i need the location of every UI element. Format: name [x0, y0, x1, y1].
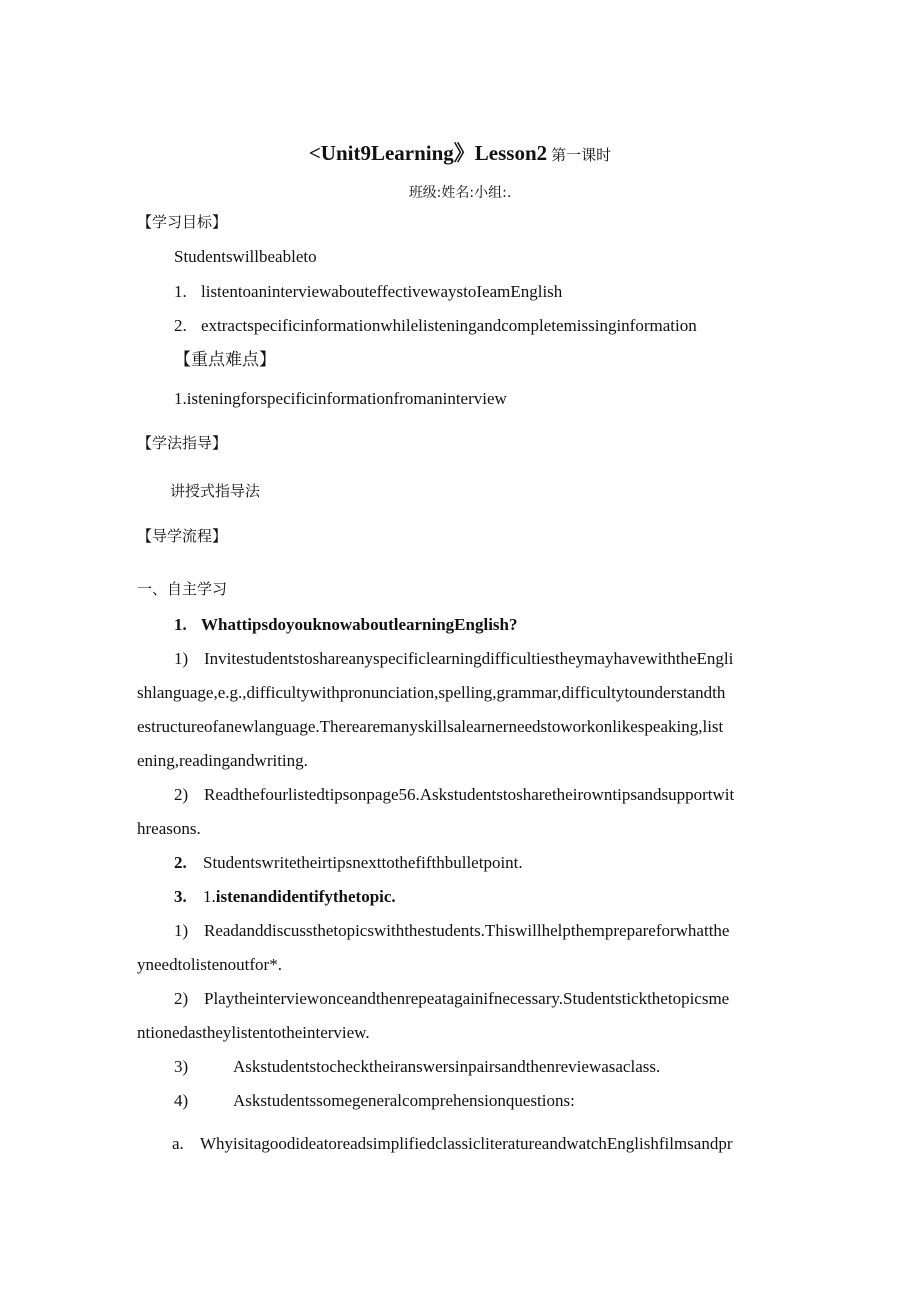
class-info: 班级:姓名:小组:.: [408, 185, 512, 201]
q1-step-1-line-1: [174, 649, 733, 669]
objective-2-text: extractspecificinformationwhilelisteningandcompletemissinginformation: [201, 316, 697, 335]
q3-step-2-line-2: ntionedastheylistentotheinterview.: [137, 1023, 370, 1042]
section-objectives: 【学习目标】: [137, 213, 228, 231]
document-title: [0, 143, 920, 165]
objective-1-text: listentoaninterviewabouteffectivewaystoIeamEnglish: [201, 282, 563, 301]
q1-step-1-line-3: estructureofanewlanguage.Therearemanyskillsalearnerneedstoworkonlikespeaking,list: [137, 717, 724, 736]
q1-step-1-num: 1): [174, 649, 189, 668]
q2-text: Studentswritetheirtipsnexttothefifthbulletpoint.: [203, 853, 523, 872]
q3-step-2-num: 2): [174, 989, 189, 1008]
section-flow: 【导学流程】: [137, 527, 228, 545]
q1-step-1-line-4: ening,readingandwriting.: [137, 751, 308, 770]
q3-prefix: 1.: [203, 887, 216, 906]
q3-step-4: [174, 1091, 575, 1111]
q3-step-1-num: 1): [174, 921, 189, 940]
q3-step-3: [174, 1057, 660, 1077]
title-sub: 第一课时: [551, 146, 612, 164]
question-2: [174, 853, 523, 873]
objective-item-1: [174, 282, 562, 302]
q3-text: istenandidentifythetopic.: [215, 887, 396, 906]
q1-step-2-text-1: Readthefourlistedtipsonpage56.Askstudentstosharetheirowntipsandsupportwit: [204, 785, 735, 804]
title-main: <Unit9Learning》Lesson2: [308, 141, 548, 165]
section-self-study: 一、自主学习: [137, 580, 228, 598]
comprehension-question-a: [172, 1134, 733, 1154]
key-point-text: 1.isteningforspecificinformationfromaninterview: [174, 389, 507, 408]
qa-text: WhyisitagoodideatoreadsimplifiedclassicliteratureandwatchEnglishfilmsandpr: [200, 1134, 733, 1153]
objectives-intro: Studentswillbeableto: [174, 247, 317, 266]
q3-num: 3.: [174, 887, 187, 906]
q3-step-1-line-1: [174, 921, 729, 941]
question-3: [174, 887, 396, 907]
q3-step-3-num: 3): [174, 1057, 189, 1076]
q3-step-2-line-1: [174, 989, 729, 1009]
question-1: [174, 615, 518, 635]
q1-step-1-text-1: InvitestudentstoshareanyspecificlearningdifficultiestheymayhavewiththeEngli: [204, 649, 734, 668]
q3-step-4-num: 4): [174, 1091, 189, 1110]
method-text: 讲授式指导法: [170, 482, 261, 500]
objective-item-2: [174, 316, 697, 336]
q1-step-2-line-2: hreasons.: [137, 819, 201, 838]
q3-step-1-text-1: Readanddiscussthetopicswiththestudents.Thiswillhelpthemprepareforwhatthe: [204, 921, 730, 940]
q1-num: 1.: [174, 615, 187, 634]
q3-step-3-text: Askstudentstochecktheiranswersinpairsandthenreviewasaclass.: [233, 1057, 661, 1076]
q3-step-1-line-2: yneedtolistenoutfor*.: [137, 955, 282, 974]
qa-num: a.: [172, 1134, 184, 1153]
q1-text: WhattipsdoyouknowaboutlearningEnglish?: [201, 615, 518, 634]
q2-num: 2.: [174, 853, 187, 872]
section-method-guide: 【学法指导】: [137, 434, 228, 452]
q1-step-2-num: 2): [174, 785, 189, 804]
section-key-points: 【重点难点】: [174, 350, 276, 370]
q1-step-2-line-1: [174, 785, 734, 805]
objective-1-num: 1.: [174, 282, 187, 301]
q1-step-1-line-2: shlanguage,e.g.,difficultywithpronunciation,spelling,grammar,difficultytounderstandth: [137, 683, 726, 702]
objective-2-num: 2.: [174, 316, 187, 335]
q3-step-4-text: Askstudentssomegeneralcomprehensionquestions:: [233, 1091, 575, 1110]
q3-step-2-text-1: Playtheinterviewonceandthenrepeatagainifnecessary.Studentstickthetopicsme: [204, 989, 730, 1008]
